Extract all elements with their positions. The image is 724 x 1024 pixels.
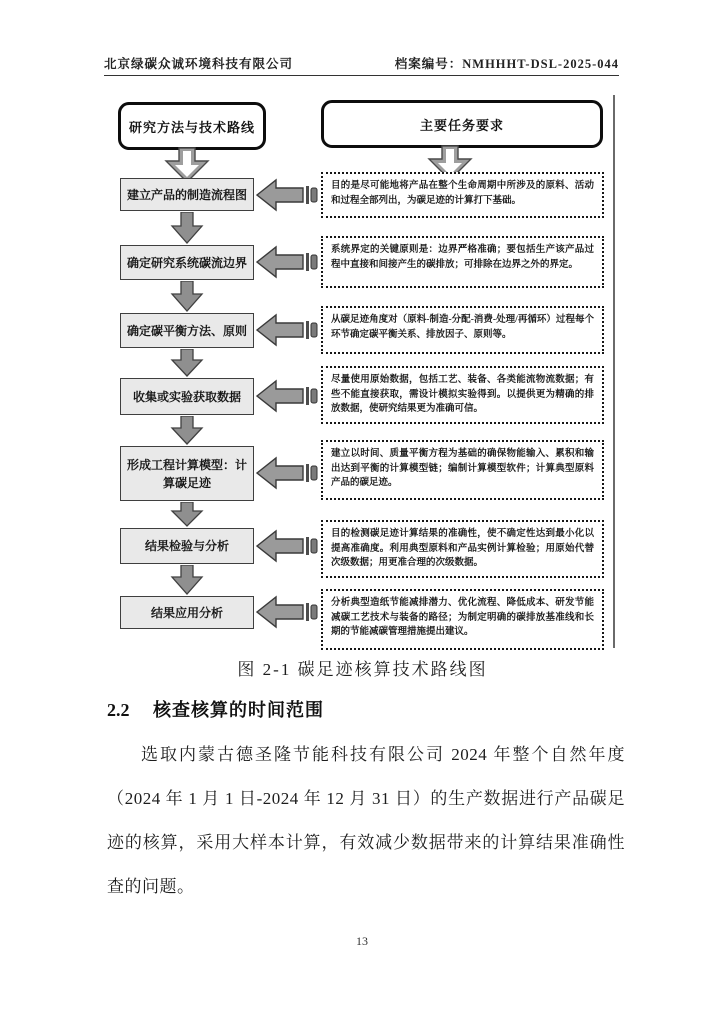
flow-step-label: 建立产品的制造流程图	[126, 187, 247, 202]
down-arrow-icon	[170, 416, 204, 445]
down-arrow-icon	[170, 502, 204, 527]
flow-step-box	[120, 446, 254, 501]
header-archive-number: 档案编号：NMHHHT-DSL-2025-044	[394, 57, 619, 71]
task-requirement-text: 目的检测碳足迹计算结果的准确性，使不确定性达到最小化以提高准确度。利用典型原料和产品实例计算检验；用原始代替次级数据；用更准合理的次级数据。	[331, 529, 594, 569]
task-requirement-text: 目的是尽可能地将产品在整个生命周期中所涉及的原料、活动和过程全部列出，为碳足迹的计算打下基础。	[331, 181, 594, 206]
left-arrow-icon	[256, 312, 318, 348]
left-arrow-icon	[256, 528, 318, 564]
flowchart-right-title: 主要任务要求	[419, 117, 504, 133]
task-requirement-text: 系统界定的关键原则是：边界严格准确；要包括生产该产品过程中直接和间接产生的碳排放；可排除在边界之外的界定。	[331, 245, 594, 270]
flow-step-box	[120, 596, 254, 629]
task-requirement-text: 分析典型造纸节能减排潜力、优化流程、降低成本、研发节能减碳工艺技术与装备的路径；为制定明确的碳排放基准线和长期的节能减碳管理措施提出建议。	[331, 598, 594, 638]
task-requirement-box	[321, 440, 604, 500]
task-requirement-box	[321, 236, 604, 288]
page-number: 13	[356, 934, 368, 948]
flow-step-box	[120, 178, 254, 211]
flowchart-left-title-box	[118, 102, 266, 150]
flow-step-label: 确定碳平衡方法、原则	[126, 323, 247, 338]
section-heading	[107, 696, 624, 722]
flowchart-left-title: 研究方法与技术路线	[128, 119, 255, 135]
flow-step-label: 收集或实验获取数据	[132, 389, 241, 404]
flow-step-label: 结果检验与分析	[144, 539, 229, 553]
task-requirement-box	[321, 366, 604, 424]
task-requirement-box	[321, 306, 604, 354]
body-paragraph: 选取内蒙古德圣隆节能科技有限公司 2024 年整个自然年度（2024 年 1 月 1 日-2024 年 12 月 31 日）的生产数据进行产品碳足迹的核算，采用大样本计算，有效减少数据带来的计算结果准确性查的问题。	[107, 745, 625, 896]
section-number: 2.2	[107, 700, 130, 720]
flow-step-label: 结果应用分析	[150, 605, 223, 620]
flow-step-box	[120, 528, 254, 564]
left-arrow-icon	[256, 177, 318, 213]
flow-step-box	[120, 378, 254, 415]
down-arrow-icon	[170, 212, 204, 244]
section-title: 核查核算的时间范围	[153, 700, 324, 720]
task-requirement-text: 建立以时间、质量平衡方程为基础的确保物能输入、累积和输出达到平衡的计算模型链；编制计算模型软件；计算典型原料产品的碳足迹。	[331, 449, 594, 489]
down-arrow-icon	[170, 565, 204, 595]
flowchart-right-title-box	[321, 100, 603, 148]
down-arrow-icon	[170, 281, 204, 312]
task-requirement-text: 从碳足迹角度对（原料-制造-分配-消费-处理/再循环）过程每个环节确定碳平衡关系、排放因子、原则等。	[331, 315, 594, 340]
task-requirement-box	[321, 589, 604, 650]
flow-step-label: 确定研究系统碳流边界	[126, 255, 247, 270]
task-requirement-box	[321, 172, 604, 218]
left-arrow-icon	[256, 594, 318, 630]
left-arrow-icon	[256, 378, 318, 414]
task-requirement-box	[321, 520, 604, 578]
figure-right-border-line	[613, 95, 615, 648]
task-requirement-text: 尽量使用原始数据，包括工艺、装备、各类能流物流数据；有些不能直接获取，需设计模拟实验得到。以提供更为精确的排放数据，使研究结果更为准确可信。	[331, 375, 594, 415]
left-arrow-icon	[256, 244, 318, 280]
down-arrow-icon	[170, 349, 204, 377]
figure-caption: 图 2-1 碳足迹核算技术路线图	[237, 660, 488, 679]
left-arrow-icon	[256, 455, 318, 491]
flow-step-box	[120, 313, 254, 348]
flow-step-label: 形成工程计算模型：计算碳足迹	[126, 457, 247, 490]
page-header	[104, 46, 619, 76]
header-company: 北京绿碳众诚环境科技有限公司	[104, 57, 294, 71]
flow-step-box	[120, 245, 254, 280]
